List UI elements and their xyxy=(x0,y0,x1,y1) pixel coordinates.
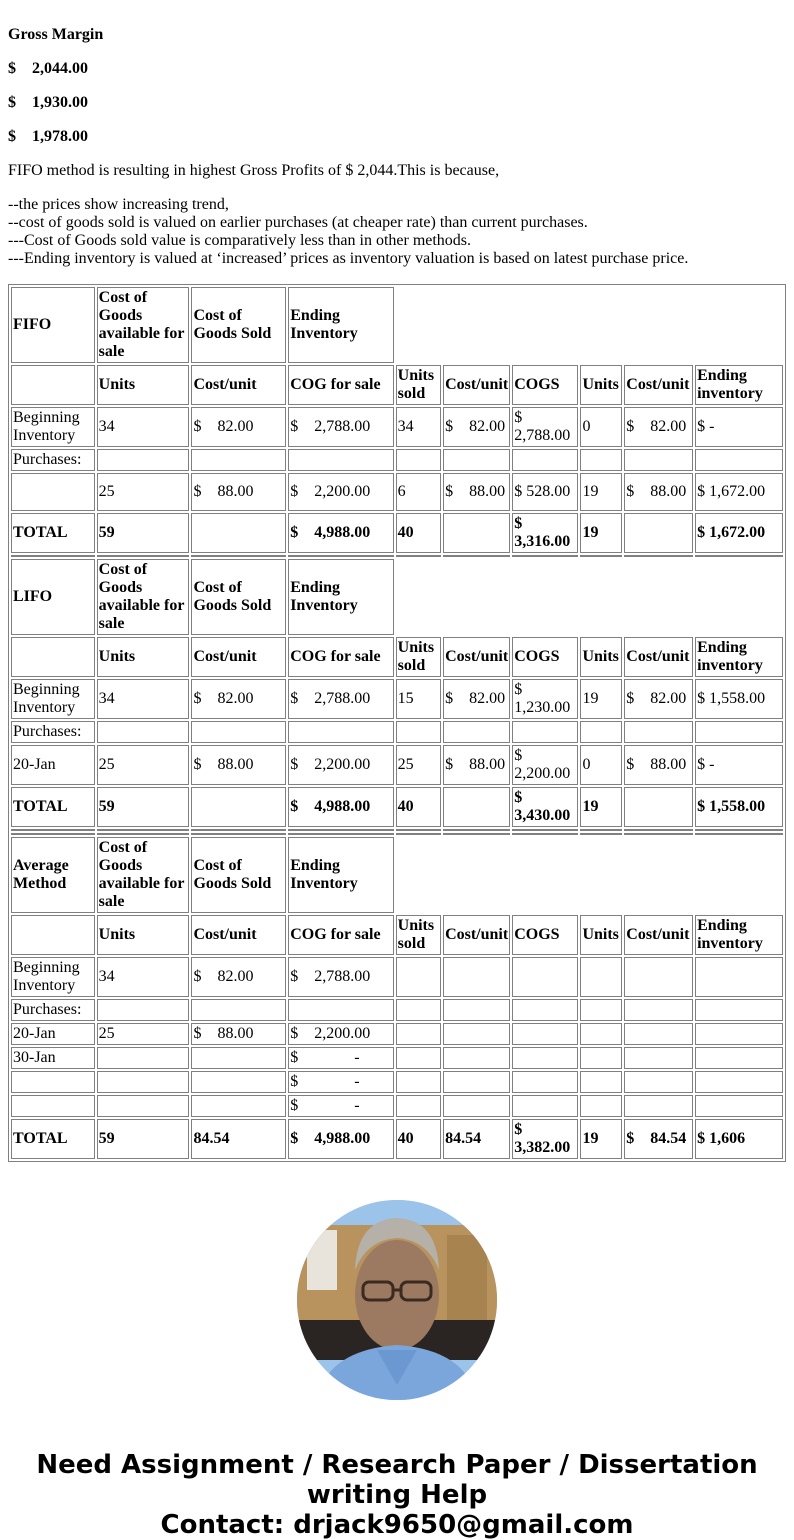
total-cost-unit xyxy=(191,787,286,827)
separator-cell xyxy=(288,829,393,831)
column-header-sold-cost-unit: Cost/unit xyxy=(443,637,510,677)
cell-end-units xyxy=(580,721,622,743)
total-sold-cost-unit xyxy=(443,513,510,553)
total-ending-inventory: $ 1,606 xyxy=(695,1119,783,1159)
cell-cogs xyxy=(512,1095,578,1117)
total-units: 59 xyxy=(97,1119,190,1159)
total-cog-for-sale: $ 4,988.00 xyxy=(288,513,393,553)
cell-cog-for-sale: $ 2,200.00 xyxy=(288,1023,393,1045)
column-header-cog-for-sale: COG for sale xyxy=(288,915,393,955)
column-header-end-cost-unit: Cost/unit xyxy=(624,365,693,405)
cell-cog-for-sale: $ - xyxy=(288,1071,393,1093)
separator-cell xyxy=(695,833,783,835)
column-header-end-cost-unit: Cost/unit xyxy=(624,637,693,677)
cell-cost-unit: $ 88.00 xyxy=(191,1023,286,1045)
table-row xyxy=(11,679,783,719)
cell-end-units xyxy=(580,1071,622,1093)
separator-cell xyxy=(580,829,622,831)
cell-units-sold xyxy=(396,957,441,997)
cell-end-units xyxy=(580,1047,622,1069)
total-units-sold: 40 xyxy=(396,787,441,827)
cell-ending-inventory: $ - xyxy=(695,407,783,447)
cell-label: Beginning Inventory xyxy=(11,407,95,447)
group-header-sold: Cost of Goods Sold xyxy=(191,559,286,635)
cell-units xyxy=(97,1071,190,1093)
cell-ending-inventory xyxy=(695,721,783,743)
cell-label: 20-Jan xyxy=(11,745,95,785)
cell-sold-cost-unit xyxy=(443,1071,510,1093)
table-row xyxy=(11,721,783,743)
cell-units-sold: 25 xyxy=(396,745,441,785)
column-header-label xyxy=(11,637,95,677)
total-cog-for-sale: $ 4,988.00 xyxy=(288,1119,393,1159)
cell-units-sold xyxy=(396,999,441,1021)
cell-units-sold xyxy=(396,1071,441,1093)
total-cost-unit: 84.54 xyxy=(191,1119,286,1159)
cell-cost-unit: $ 88.00 xyxy=(191,473,286,511)
group-header-available: Cost of Goods available for sale xyxy=(97,837,190,913)
reason-2: --cost of goods sold is valued on earlier purchases (at cheaper rate) than current purchases. xyxy=(8,214,588,231)
cell-units-sold: 15 xyxy=(396,679,441,719)
separator-row xyxy=(11,829,783,831)
cell-end-units xyxy=(580,999,622,1021)
cell-units-sold xyxy=(396,449,441,471)
cell-cogs: $ 528.00 xyxy=(512,473,578,511)
cell-cost-unit xyxy=(191,1071,286,1093)
gross-margin-lifo: $ 1,930.00 xyxy=(8,94,88,111)
cell-end-cost-unit: $ 88.00 xyxy=(624,745,693,785)
separator-cell xyxy=(624,833,693,835)
group-header-sold: Cost of Goods Sold xyxy=(191,287,286,363)
total-row xyxy=(11,787,783,827)
reason-1: --the prices show increasing trend, xyxy=(8,196,229,213)
group-header-ending: Ending Inventory xyxy=(288,559,393,635)
cell-cost-unit xyxy=(191,449,286,471)
cell-sold-cost-unit xyxy=(443,1095,510,1117)
cell-units-sold xyxy=(396,1023,441,1045)
cell-sold-cost-unit xyxy=(443,1023,510,1045)
total-cogs: $ 3,430.00 xyxy=(512,787,578,827)
cell-ending-inventory xyxy=(695,1023,783,1045)
total-end-cost-unit: $ 84.54 xyxy=(624,1119,693,1159)
empty-filler xyxy=(396,559,783,635)
total-sold-cost-unit: 84.54 xyxy=(443,1119,510,1159)
cell-label xyxy=(11,1095,95,1117)
cell-sold-cost-unit xyxy=(443,999,510,1021)
column-header-row xyxy=(11,365,783,405)
promo-contact[interactable]: Contact: drjack9650@gmail.com xyxy=(160,1510,634,1540)
promo-banner xyxy=(0,1450,794,1540)
cell-cog-for-sale: $ - xyxy=(288,1047,393,1069)
total-end-units: 19 xyxy=(580,513,622,553)
cell-end-units xyxy=(580,1095,622,1117)
cell-cogs xyxy=(512,1023,578,1045)
separator-cell xyxy=(97,555,190,557)
column-header-units: Units xyxy=(97,915,190,955)
cell-units-sold xyxy=(396,1095,441,1117)
column-header-cog-for-sale: COG for sale xyxy=(288,637,393,677)
gross-margin-title: Gross Margin xyxy=(8,26,104,43)
total-sold-cost-unit xyxy=(443,787,510,827)
column-header-sold-cost-unit: Cost/unit xyxy=(443,915,510,955)
column-header-end-units: Units xyxy=(580,915,622,955)
cell-sold-cost-unit xyxy=(443,449,510,471)
group-header-row xyxy=(11,837,783,913)
cell-cogs xyxy=(512,721,578,743)
total-row xyxy=(11,1119,783,1159)
separator-cell xyxy=(695,555,783,557)
inventory-table xyxy=(8,284,786,1162)
column-header-units: Units xyxy=(97,365,190,405)
column-header-cogs: COGS xyxy=(512,915,578,955)
cell-sold-cost-unit: $ 88.00 xyxy=(443,473,510,511)
cell-end-cost-unit: $ 82.00 xyxy=(624,407,693,447)
separator-cell xyxy=(580,555,622,557)
total-units-sold: 40 xyxy=(396,513,441,553)
cell-units: 25 xyxy=(97,473,190,511)
cell-end-cost-unit xyxy=(624,721,693,743)
cell-cogs xyxy=(512,999,578,1021)
cell-end-cost-unit xyxy=(624,1023,693,1045)
total-end-cost-unit xyxy=(624,787,693,827)
cell-label: Purchases: xyxy=(11,721,95,743)
cell-end-units xyxy=(580,1023,622,1045)
column-header-end-units: Units xyxy=(580,637,622,677)
separator-cell xyxy=(97,833,190,835)
separator-cell xyxy=(624,829,693,831)
cut-off-text xyxy=(8,0,786,8)
cell-cogs: $ 2,788.00 xyxy=(512,407,578,447)
column-header-units-sold: Units sold xyxy=(396,365,441,405)
total-label: TOTAL xyxy=(11,513,95,553)
column-header-label xyxy=(11,915,95,955)
cell-units: 34 xyxy=(97,679,190,719)
author-avatar xyxy=(297,1200,497,1400)
cell-ending-inventory: $ 1,672.00 xyxy=(695,473,783,511)
cell-label: Purchases: xyxy=(11,999,95,1021)
reason-3: ---Cost of Goods sold value is comparatively less than in other methods. xyxy=(8,232,472,249)
method-title: LIFO xyxy=(11,559,95,635)
cell-sold-cost-unit: $ 82.00 xyxy=(443,407,510,447)
group-header-available: Cost of Goods available for sale xyxy=(97,287,190,363)
gross-margin-average: $ 1,978.00 xyxy=(8,128,88,145)
cell-label: Purchases: xyxy=(11,449,95,471)
separator-cell xyxy=(512,833,578,835)
separator-cell xyxy=(443,833,510,835)
cell-sold-cost-unit xyxy=(443,721,510,743)
method-title: Average Method xyxy=(11,837,95,913)
cell-cogs: $ 2,200.00 xyxy=(512,745,578,785)
cell-ending-inventory xyxy=(695,1071,783,1093)
table-row xyxy=(11,1047,783,1069)
cell-cog-for-sale xyxy=(288,999,393,1021)
column-header-end-units: Units xyxy=(580,365,622,405)
cell-end-cost-unit xyxy=(624,449,693,471)
cell-units-sold xyxy=(396,1047,441,1069)
cell-cost-unit xyxy=(191,721,286,743)
portrait-icon xyxy=(297,1200,497,1400)
separator-cell xyxy=(443,555,510,557)
total-units: 59 xyxy=(97,513,190,553)
cell-ending-inventory: $ 1,558.00 xyxy=(695,679,783,719)
column-header-row xyxy=(11,637,783,677)
cell-cog-for-sale: $ 2,788.00 xyxy=(288,679,393,719)
total-label: TOTAL xyxy=(11,787,95,827)
column-header-units-sold: Units sold xyxy=(396,637,441,677)
cell-units xyxy=(97,999,190,1021)
cell-units xyxy=(97,449,190,471)
cell-cogs: $ 1,230.00 xyxy=(512,679,578,719)
column-header-cost-unit: Cost/unit xyxy=(191,915,286,955)
column-header-units-sold: Units sold xyxy=(396,915,441,955)
column-header-cost-unit: Cost/unit xyxy=(191,637,286,677)
cell-cog-for-sale: $ 2,200.00 xyxy=(288,745,393,785)
cell-ending-inventory xyxy=(695,957,783,997)
cell-sold-cost-unit xyxy=(443,1047,510,1069)
cell-cogs xyxy=(512,1071,578,1093)
cell-units: 25 xyxy=(97,1023,190,1045)
separator-row xyxy=(11,555,783,557)
cell-end-units xyxy=(580,957,622,997)
separator-cell xyxy=(512,829,578,831)
column-header-ending-inventory: Ending inventory xyxy=(695,365,783,405)
cell-ending-inventory xyxy=(695,999,783,1021)
total-units: 59 xyxy=(97,787,190,827)
total-cost-unit xyxy=(191,513,286,553)
cell-cogs xyxy=(512,449,578,471)
table-row xyxy=(11,1095,783,1117)
total-row xyxy=(11,513,783,553)
table-row xyxy=(11,745,783,785)
cell-label: Beginning Inventory xyxy=(11,679,95,719)
cell-end-cost-unit xyxy=(624,1047,693,1069)
group-header-ending: Ending Inventory xyxy=(288,287,393,363)
cell-cost-unit xyxy=(191,1095,286,1117)
method-title: FIFO xyxy=(11,287,95,363)
column-header-row xyxy=(11,915,783,955)
cell-units-sold xyxy=(396,721,441,743)
gross-margin-fifo: $ 2,044.00 xyxy=(8,60,88,77)
separator-cell xyxy=(396,555,441,557)
cell-ending-inventory: $ - xyxy=(695,745,783,785)
column-header-ending-inventory: Ending inventory xyxy=(695,915,783,955)
column-header-label xyxy=(11,365,95,405)
cell-label xyxy=(11,473,95,511)
cell-cog-for-sale: $ 2,788.00 xyxy=(288,957,393,997)
group-header-available: Cost of Goods available for sale xyxy=(97,559,190,635)
empty-filler xyxy=(396,837,783,913)
cell-sold-cost-unit xyxy=(443,957,510,997)
cell-cogs xyxy=(512,1047,578,1069)
column-header-ending-inventory: Ending inventory xyxy=(695,637,783,677)
cell-label: 30-Jan xyxy=(11,1047,95,1069)
cell-label: Beginning Inventory xyxy=(11,957,95,997)
separator-cell xyxy=(288,833,393,835)
separator-cell xyxy=(97,829,190,831)
column-header-sold-cost-unit: Cost/unit xyxy=(443,365,510,405)
cell-cog-for-sale xyxy=(288,721,393,743)
cell-end-cost-unit xyxy=(624,1095,693,1117)
cell-end-cost-unit xyxy=(624,957,693,997)
cell-units: 34 xyxy=(97,407,190,447)
separator-cell xyxy=(396,833,441,835)
cell-units xyxy=(97,1047,190,1069)
cell-cog-for-sale: $ - xyxy=(288,1095,393,1117)
cell-units xyxy=(97,721,190,743)
cell-cost-unit: $ 82.00 xyxy=(191,407,286,447)
column-header-units: Units xyxy=(97,637,190,677)
empty-filler xyxy=(396,287,783,363)
cell-cog-for-sale: $ 2,200.00 xyxy=(288,473,393,511)
cell-cost-unit xyxy=(191,999,286,1021)
column-header-cogs: COGS xyxy=(512,365,578,405)
cell-units: 25 xyxy=(97,745,190,785)
table-row xyxy=(11,957,783,997)
group-header-row xyxy=(11,559,783,635)
cell-cost-unit xyxy=(191,1047,286,1069)
separator-cell xyxy=(580,833,622,835)
separator-cell xyxy=(11,829,95,831)
cell-end-units: 0 xyxy=(580,745,622,785)
cell-cost-unit: $ 82.00 xyxy=(191,679,286,719)
group-header-row xyxy=(11,287,783,363)
cell-units: 34 xyxy=(97,957,190,997)
cell-ending-inventory xyxy=(695,1047,783,1069)
separator-cell xyxy=(695,829,783,831)
cell-cogs xyxy=(512,957,578,997)
cell-units-sold: 6 xyxy=(396,473,441,511)
cell-end-cost-unit: $ 82.00 xyxy=(624,679,693,719)
promo-line-1: Need Assignment / Research Paper / Dissertation writing Help xyxy=(36,1450,758,1510)
separator-cell xyxy=(191,829,286,831)
cell-units xyxy=(97,1095,190,1117)
total-label: TOTAL xyxy=(11,1119,95,1159)
column-header-cost-unit: Cost/unit xyxy=(191,365,286,405)
cell-units-sold: 34 xyxy=(396,407,441,447)
separator-cell xyxy=(443,829,510,831)
total-cog-for-sale: $ 4,988.00 xyxy=(288,787,393,827)
cell-cog-for-sale xyxy=(288,449,393,471)
group-header-ending: Ending Inventory xyxy=(288,837,393,913)
table-row xyxy=(11,1023,783,1045)
cell-end-units: 19 xyxy=(580,473,622,511)
total-cogs: $ 3,316.00 xyxy=(512,513,578,553)
reason-4: ---Ending inventory is valued at ‘increased’ prices as inventory valuation is based on latest purchase price. xyxy=(8,250,689,267)
group-header-sold: Cost of Goods Sold xyxy=(191,837,286,913)
analysis xyxy=(8,162,786,268)
table-row xyxy=(11,449,783,471)
separator-cell xyxy=(288,555,393,557)
column-header-cog-for-sale: COG for sale xyxy=(288,365,393,405)
table-row xyxy=(11,473,783,511)
separator-cell xyxy=(512,555,578,557)
total-cogs: $ 3,382.00 xyxy=(512,1119,578,1159)
analysis-lead: FIFO method is resulting in highest Gross Profits of $ 2,044.This is because, xyxy=(8,162,500,179)
cell-label: 20-Jan xyxy=(11,1023,95,1045)
cell-end-cost-unit xyxy=(624,1071,693,1093)
table-row xyxy=(11,1071,783,1093)
separator-cell xyxy=(11,833,95,835)
cell-sold-cost-unit: $ 88.00 xyxy=(443,745,510,785)
total-end-units: 19 xyxy=(580,787,622,827)
separator-row xyxy=(11,833,783,835)
total-end-cost-unit xyxy=(624,513,693,553)
total-ending-inventory: $ 1,672.00 xyxy=(695,513,783,553)
cell-sold-cost-unit: $ 82.00 xyxy=(443,679,510,719)
total-end-units: 19 xyxy=(580,1119,622,1159)
cell-end-units: 19 xyxy=(580,679,622,719)
table-row xyxy=(11,999,783,1021)
separator-cell xyxy=(191,555,286,557)
separator-cell xyxy=(396,829,441,831)
cell-end-cost-unit xyxy=(624,999,693,1021)
column-header-end-cost-unit: Cost/unit xyxy=(624,915,693,955)
separator-cell xyxy=(624,555,693,557)
column-header-cogs: COGS xyxy=(512,637,578,677)
cell-label xyxy=(11,1071,95,1093)
separator-cell xyxy=(191,833,286,835)
cell-cog-for-sale: $ 2,788.00 xyxy=(288,407,393,447)
total-units-sold: 40 xyxy=(396,1119,441,1159)
cell-end-units: 0 xyxy=(580,407,622,447)
separator-cell xyxy=(11,555,95,557)
cell-end-cost-unit: $ 88.00 xyxy=(624,473,693,511)
total-ending-inventory: $ 1,558.00 xyxy=(695,787,783,827)
cell-ending-inventory xyxy=(695,1095,783,1117)
cell-ending-inventory xyxy=(695,449,783,471)
cell-cost-unit: $ 88.00 xyxy=(191,745,286,785)
cell-end-units xyxy=(580,449,622,471)
cell-cost-unit: $ 82.00 xyxy=(191,957,286,997)
table-row xyxy=(11,407,783,447)
